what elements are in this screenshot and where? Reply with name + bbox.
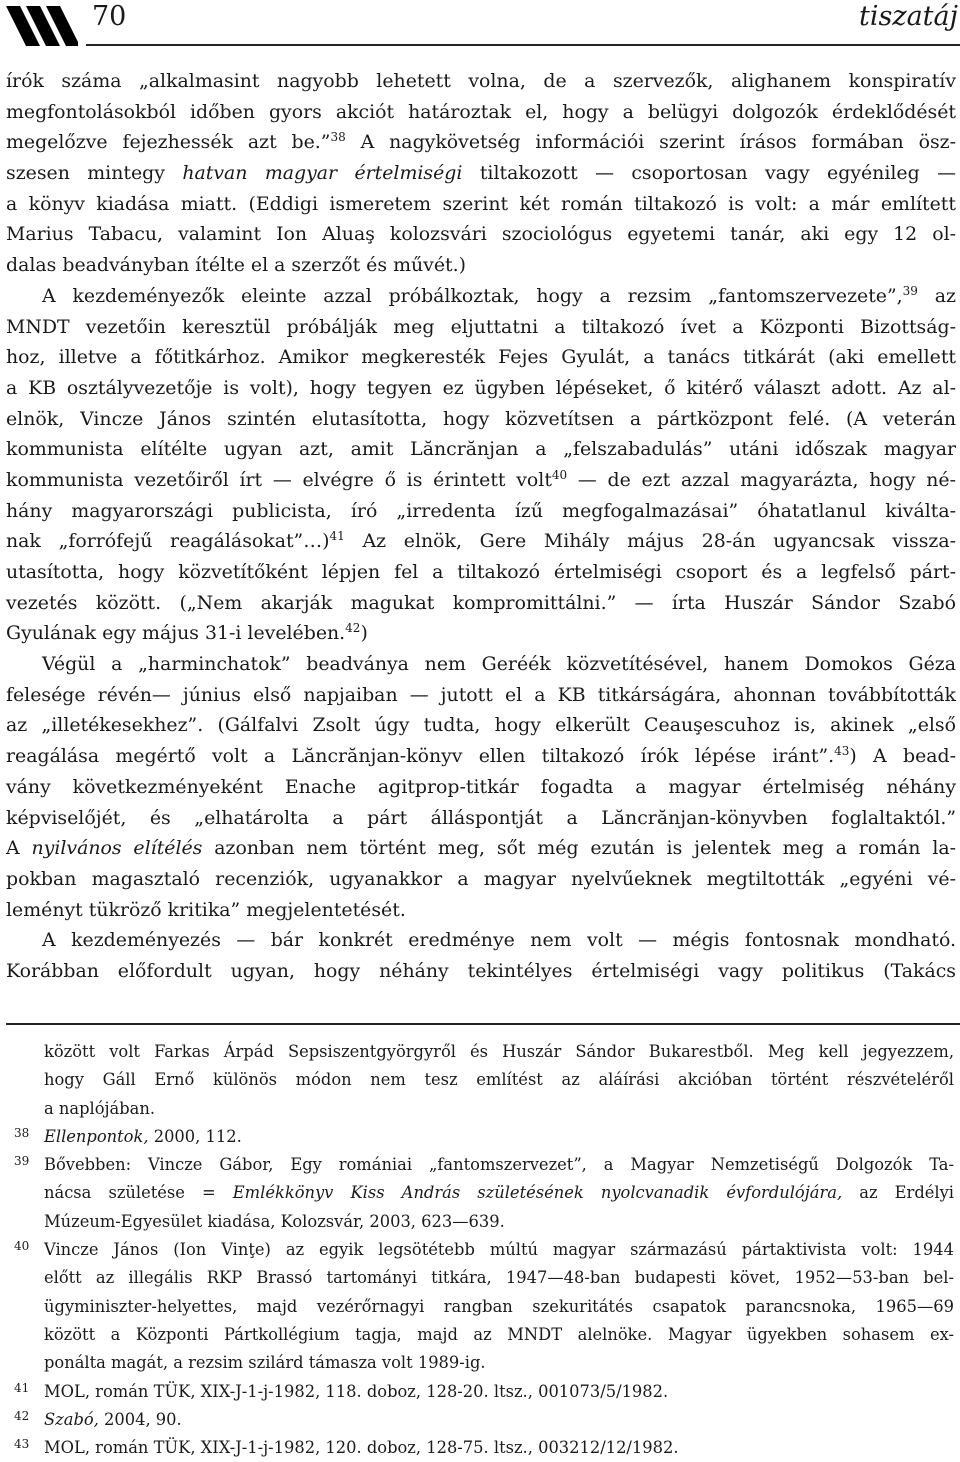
text-line: MNDT vezetőin keresztül próbálják meg eljuttatni a tiltakozó ívet a Központi Bizottság- (6, 315, 956, 338)
text-line: A kezdeményezés — bár konkrét eredménye nem volt — mégis fontosnak mondható. (42, 929, 956, 952)
text-line: nak „forrófejű reagálásokat”…)$^{41}$ Az elnök, Gere Mihály május 28-án ugyancsak vissza- (6, 529, 956, 553)
text-line: reagálása megértő volt a Lăncrănjan-könyv ellen tiltakozó írók lépése iránt”.$^{43}$) A bead- (6, 744, 956, 768)
text-line: megfontolásokból időben gyors akciót határoztak el, hogy a belügyi dolgozók érdeklődését (6, 100, 956, 123)
footnote-number: 42 (14, 1408, 30, 1423)
footnote-line: Bővebben: Vincze Gábor, Egy romániai „fantomszervezet”, a Magyar Nemzetiségű Dolgozók Ta- (44, 1155, 954, 1175)
footnote-43 (6, 1434, 954, 1462)
journal-title: tiszatáj (859, 1, 958, 32)
footnote-line: között a Központi Pártkollégium tagja, majd az MNDT alelnöke. Magyar ügyekben sohasem ex- (44, 1324, 954, 1344)
footnote-line: a naplójában. (44, 1098, 156, 1118)
page-number: 70 (92, 1, 127, 32)
text-line: hoz, illetve a főtitkárhoz. Amikor megkeresték Fejes Gyulát, a tanács titkárát (aki emellett (6, 346, 956, 369)
text-line: A kezdeményezők eleinte azzal próbálkoztak, hogy a rezsim „fantomszervezete”,$^{39}$ az (42, 283, 956, 307)
footnote-continuation (6, 1038, 954, 1123)
header-rule (86, 44, 960, 46)
footnote-number: 40 (14, 1239, 30, 1254)
text-line: képviselőjét, és „elhatárolta a párt álláspontját a Lăncrănjan-könyvben foglaltaktól.” (6, 806, 956, 829)
text-line: A nyilvános elítélés azonban nem történt meg, sőt még ezután is jelentek meg a román la- (6, 837, 957, 860)
footnote-38 (6, 1123, 954, 1151)
text-line: megelőzve fejezhessék azt be.”$^{38}$ A nagykövetség információi szerint írásos formában ösz- (6, 130, 956, 154)
text-line: kommunista vezetőiről írt — elvégre ő is érintett volt$^{40}$ — de ezt azzal magyarázta, hogy né- (6, 467, 956, 491)
text-line: leményt tükröző kritika” megjelentetését. (6, 898, 406, 921)
footnote-ref[interactable]: 39 (902, 283, 918, 298)
footnote-line: ponálta magát, a rezsim szilárd támasza volt 1989-ig. (44, 1353, 486, 1373)
text-line: Gyulának egy május 31-i levelében.$^{42}$) (6, 621, 368, 645)
footnote-ref[interactable]: 43 (834, 744, 850, 759)
text-line: pokban magasztaló recenziók, ugyanakkor a magyar nyelvűeknek megtiltották „egyéni vé- (6, 867, 956, 890)
main-text (6, 66, 956, 987)
text-line: vány következményeként Enache agitprop-titkár fogadta a magyar értelmiség néhány (6, 775, 956, 798)
footnote-rule (6, 1023, 960, 1025)
text-line: a KB osztályvezetője is volt), hogy tegyen ez ügyben lépéseket, ő kitérő választ adott. Az al- (6, 376, 956, 399)
text-line: elnök, Vincze János szintén elutasította, hogy közvetítsen a pártközpont felé. (A veterán (6, 407, 956, 430)
footnote-39 (6, 1151, 954, 1236)
footnote-line: Ellenpontok, 2000, 112. (44, 1126, 242, 1146)
footnote-42 (6, 1406, 954, 1434)
footnote-line: előtt az illegális RKP Brassó tartományi titkára, 1947—48-ban budapesti követ, 1952—53-ban bel- (44, 1268, 954, 1288)
page-header (0, 0, 960, 50)
footnote-line: MOL, román TÜK, XIX-J-1-j-1982, 118. doboz, 128-20. ltsz., 001073/5/1982. (44, 1381, 669, 1401)
text-line: Végül a „harminchatok” beadványa nem Geréék közvetítésével, hanem Domokos Géza (42, 653, 956, 676)
footnote-40 (6, 1236, 954, 1377)
text-line: szesen mintegy hatvan magyar értelmiségi tiltakozott — csoportosan vagy egyénileg — (6, 162, 956, 185)
text-line: az „illetékesekhez”. (Gálfalvi Zsolt úgy tudta, hogy elkerült Ceauşescuhoz is, akinek „első (6, 714, 956, 737)
footnote-number: 39 (14, 1154, 30, 1169)
footnote-41 (6, 1378, 954, 1406)
footnote-line: között volt Farkas Árpád Sepsiszentgyörgyről és Huszár Sándor Bukarestből. Meg kell jegyezzem, (44, 1042, 954, 1061)
footnotes (6, 1038, 954, 1462)
footnote-ref[interactable]: 42 (345, 621, 361, 636)
footnote-number: 41 (14, 1380, 30, 1395)
journal-logo-icon (6, 6, 78, 46)
footnote-line: nácsa születése = Emlékkönyv Kiss András születésének nyolcvanadik évfordulójára, az Erdélyi (44, 1183, 954, 1203)
text-line: írók száma „alkalmasint nagyobb lehetett volna, de a szervezők, alighanem konspiratív (6, 70, 956, 92)
text-line: utasította, hogy közvetítőként lépjen fel a tiltakozó értelmiségi csoport és a legfelső párt- (6, 561, 956, 583)
footnote-line: Szabó, 2004, 90. (44, 1409, 182, 1429)
text-line: dalas beadványban ítélte el a szerzőt és művét.) (6, 254, 466, 277)
text-line: hány magyarországi publicista, író „irredenta ízű megfogalmazásai” óhatatlanul kiválta- (6, 499, 956, 522)
footnote-line: Vincze János (Ion Vinţe) az egyik legsötétebb múltú magyar származású pártaktivista volt: 1944 (44, 1240, 954, 1260)
text-line: felesége révén— június első napjaiban — jutott el a KB titkárságára, ahonnan továbbították (6, 683, 956, 706)
footnote-ref[interactable]: 40 (551, 467, 568, 482)
footnote-number: 43 (14, 1437, 30, 1452)
text-line: kommunista elítélte ugyan azt, amit Lăncrănjan a „felszabadulás” utáni időszak magyar (6, 438, 956, 461)
footnote-ref[interactable]: 38 (330, 130, 346, 145)
footnote-line: Múzeum-Egyesület kiadása, Kolozsvár, 2003, 623—639. (44, 1211, 505, 1231)
footnote-line: hogy Gáll Ernő különös módon nem tesz említést az aláírási akcióban történt részvételéről (44, 1070, 954, 1090)
footnote-line: MOL, román TÜK, XIX-J-1-j-1982, 120. doboz, 128-75. ltsz., 003212/12/1982. (44, 1438, 679, 1458)
text-line: Marius Tabacu, valamint Ion Aluaş kolozsvári szociológus egyetemi tanár, aki egy 12 ol- (6, 223, 956, 246)
footnote-line: ügyminiszter-helyettes, majd vezérőrnagyi rangban szekuritátés csapatok parancsnoka, 1965—69 (44, 1296, 954, 1316)
text-line: a könyv kiadása miatt. (Eddigi ismeretem szerint két román tiltakozó is volt: a már említett (6, 192, 956, 215)
text-line: vezetés között. („Nem akarják magukat kompromittálni.” — írta Huszár Sándor Szabó (6, 591, 956, 614)
text-line: Korábban előfordult ugyan, hogy néhány tekintélyes értelmiségi vagy politikus (Takács (6, 959, 956, 982)
footnote-number: 38 (14, 1125, 30, 1140)
footnote-ref[interactable]: 41 (329, 529, 345, 544)
